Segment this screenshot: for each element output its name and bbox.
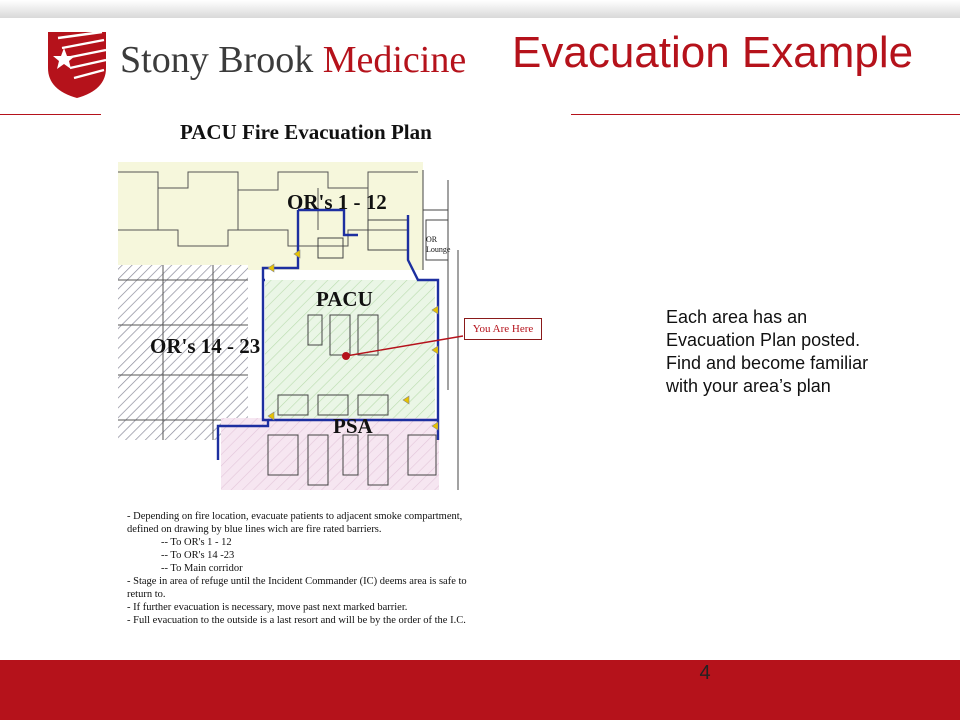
note-line: -- To Main corridor [161, 563, 243, 574]
label-or-lounge-line-2: Lounge [426, 245, 451, 254]
footer-band [0, 660, 960, 720]
note-line: - Depending on fire location, evacuate patients to adjacent smoke compartment, [127, 511, 463, 522]
logo-word-stony-brook: Stony Brook [120, 39, 314, 81]
note-line: return to. [127, 589, 166, 600]
note-line: -- To OR's 14 -23 [161, 550, 235, 561]
note-line: defined on drawing by blue lines wich are fire rated barriers. [127, 524, 382, 535]
zone-ors-1-12 [118, 162, 423, 270]
note-line: -- To OR's 1 - 12 [161, 537, 232, 548]
logo-wordmark [120, 38, 466, 82]
note-line: - If further evacuation is necessary, move past next marked barrier. [127, 602, 408, 613]
label-or-lounge-line-1: OR [426, 235, 438, 244]
zone-psa [221, 418, 439, 490]
note-line: - Full evacuation to the outside is a last resort and will be by the order of the I.C. [127, 615, 466, 626]
logo-word-medicine: Medicine [322, 39, 467, 81]
note-line: - Stage in area of refuge until the Incident Commander (IC) deems area is safe to [127, 576, 467, 587]
you-are-here-label: You Are Here [464, 318, 542, 340]
top-gradient-band [0, 0, 960, 18]
you-are-here-marker [342, 352, 350, 360]
label-ors-1-12: OR's 1 - 12 [287, 190, 387, 214]
plan-title: PACU Fire Evacuation Plan [180, 120, 432, 144]
label-ors-14-23: OR's 14 - 23 [150, 334, 261, 358]
label-pacu: PACU [316, 287, 373, 311]
instruction-text: Each area has an Evacuation Plan posted. Find and become familiar with your area’s plan [666, 307, 869, 396]
evacuation-notes [127, 510, 567, 627]
label-psa: PSA [333, 414, 373, 438]
slide-title: Evacuation Example [512, 28, 914, 77]
page-number: 4 [699, 662, 711, 684]
